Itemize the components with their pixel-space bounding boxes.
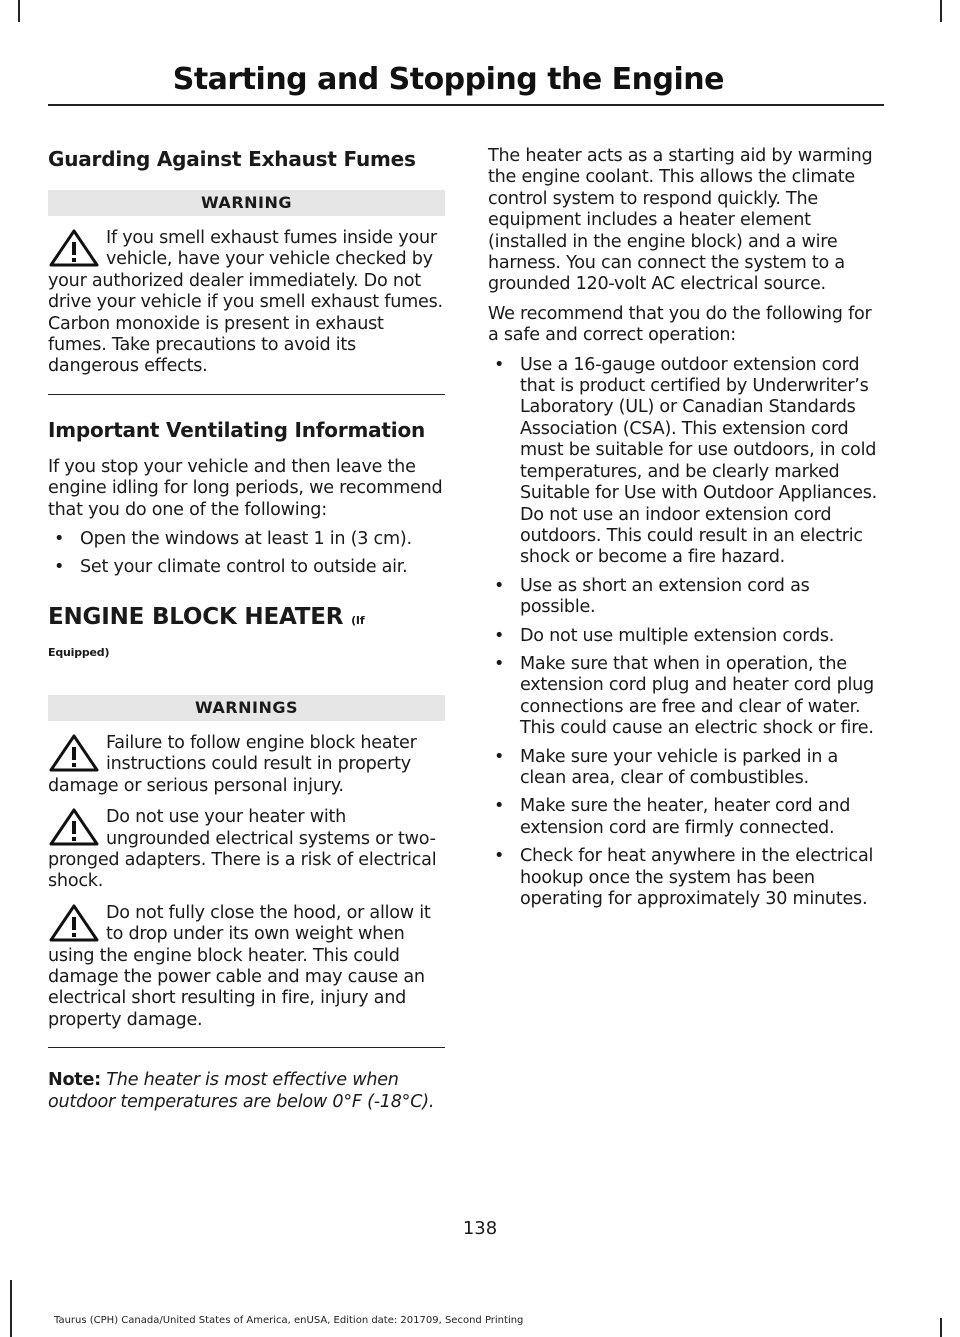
warning-heading: WARNING: [48, 190, 445, 216]
list-item-text: Set your climate control to outside air.: [80, 557, 408, 578]
section-title-ventilating: Important Ventilating Information: [48, 417, 426, 442]
bullet-glyph: •: [54, 557, 65, 578]
list-item-text: Open the windows at least 1 in (3 cm).: [80, 529, 412, 550]
bullet-glyph: •: [494, 575, 505, 596]
section-title-exhaust: Guarding Against Exhaust Fumes: [48, 147, 416, 171]
list-item-text: Check for heat anywhere in the electrical hookup once the system has been operating for approximately 30 minutes.: [520, 846, 874, 909]
warning-triangle-icon: [48, 228, 100, 268]
heater-safety-list: [488, 355, 880, 911]
warning-text: Failure to follow engine block heater instructions could result in property damage or serious personal injury.: [48, 732, 417, 796]
list-item-text: Make sure the heater, heater cord and extension cord are firmly connected.: [520, 796, 851, 838]
heading-text: ENGINE BLOCK HEATER: [48, 603, 344, 630]
running-title: Starting and Stopping the Engine: [172, 62, 724, 97]
list-item-text: Do not use multiple extension cords.: [520, 625, 835, 646]
warning-item: [48, 807, 445, 893]
ventilating-list: [48, 529, 445, 579]
warning-text: If you smell exhaust fumes inside your vehicle, have your vehicle checked by your authorized dealer immediately. Do not drive your vehicle if you smell exhaust fumes. Carbon monoxide is present in exhaust fumes. Take precautions to avoid its dangerous effects.: [48, 228, 443, 377]
warning-item: [48, 228, 445, 378]
bullet-glyph: •: [494, 796, 505, 817]
warning-item: [48, 903, 445, 1031]
warning-text: Do not use your heater with ungrounded electrical systems or two-pronged adapters. There is a risk of electrical shock.: [48, 807, 437, 892]
warnings-heading: WARNINGS: [48, 695, 445, 721]
list-item: [48, 529, 445, 550]
recommendation-intro: We recommend that you do the following for a safe and correct operation:: [488, 303, 872, 346]
page-number: 138: [462, 1218, 498, 1239]
list-item: [488, 846, 880, 910]
bullet-glyph: •: [494, 354, 505, 375]
footer-edition: Taurus (CPH) Canada/United States of America, enUSA, Edition date: 201709, Second Printing: [54, 1315, 524, 1326]
header-rule: [48, 104, 884, 106]
list-item: [488, 747, 880, 790]
heading-suffix: Equipped): [48, 645, 110, 659]
list-item-text: Make sure your vehicle is parked in a clean area, clear of combustibles.: [520, 746, 839, 788]
note-text: The heater is most effective when outdoor temperatures are below 0°F (-18°C).: [48, 1070, 435, 1112]
list-item-text: Make sure that when in operation, the extension cord plug and heater cord plug connections are free and clear of water. This could cause an electric shock or fire.: [520, 653, 874, 739]
section-title-engine-block-heater: [48, 603, 445, 667]
crop-mark: [940, 0, 942, 22]
crop-mark: [18, 0, 20, 22]
list-item-text: Use as short an extension cord as possible.: [520, 575, 810, 618]
list-item: [488, 796, 880, 839]
bullet-glyph: •: [494, 653, 505, 674]
warning-text: Do not fully close the hood, or allow it to drop under its own weight when using the engine block heater. This could damage the power cable and may cause an electrical short resulting in fire, injury and property damage.: [48, 902, 431, 1030]
bullet-glyph: •: [54, 529, 65, 550]
list-item: [488, 626, 880, 647]
bullet-glyph: •: [494, 625, 505, 646]
crop-mark: [940, 1318, 942, 1337]
list-item: [48, 557, 445, 578]
warning-end-rule: [48, 394, 445, 395]
heater-description: The heater acts as a starting aid by warming the engine coolant. This allows the climate control system to respond quickly. The equipment includes a heater element (installed in the engine block) and a wire harness. You can connect the system to a grounded 120-volt AC electrical source.: [488, 146, 873, 295]
left-column: [48, 146, 445, 1113]
warning-triangle-icon: [48, 903, 100, 943]
list-item: [488, 355, 880, 569]
crop-mark: [10, 1280, 12, 1337]
list-item: [488, 654, 880, 740]
heading-suffix: (If: [351, 613, 365, 627]
warning-end-rule: [48, 1047, 445, 1048]
ventilating-intro: If you stop your vehicle and then leave the engine idling for long periods, we recommend that you do one of the following:: [48, 456, 443, 520]
bullet-glyph: •: [494, 846, 505, 867]
list-item: [488, 576, 880, 619]
warning-triangle-icon: [48, 807, 100, 847]
note: [48, 1070, 445, 1113]
note-label: Note:: [48, 1070, 101, 1091]
warning-triangle-icon: [48, 733, 100, 773]
right-column: [488, 146, 880, 924]
bullet-glyph: •: [494, 746, 505, 767]
list-item-text: Use a 16-gauge outdoor extension cord that is product certified by Underwriter’s Laboratory (UL) or Canadian Standards Association (CSA). This extension cord must be suitable for use outdoors, in cold temperatures, and be clearly marked Suitable for Use with Outdoor Appliances. Do not use an indoor extension cord outdoors. This could result in an electric shock or become a fire hazard.: [520, 354, 878, 568]
warning-item: [48, 733, 445, 797]
